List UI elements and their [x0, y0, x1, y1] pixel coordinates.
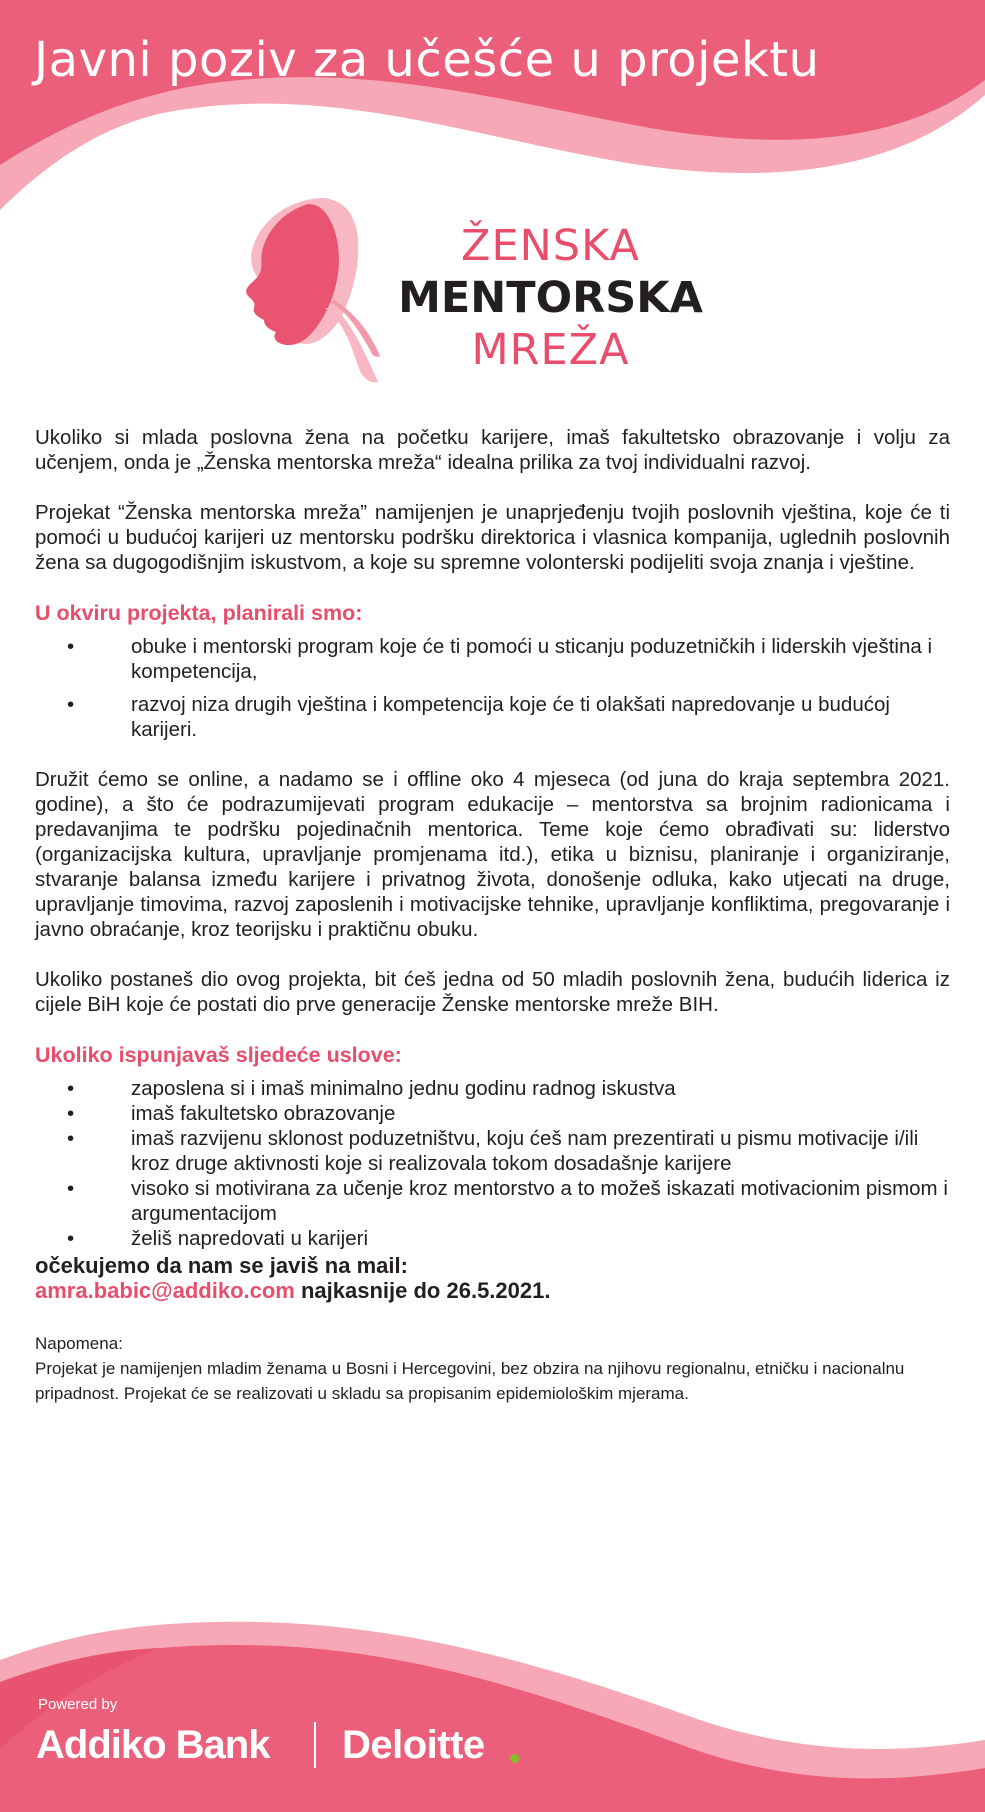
logo-divider — [314, 1722, 316, 1768]
list-item: • obuke i mentorski program koje će ti pomoći u sticanju poduzetničkih i liderskih vještina i kompetencija, — [35, 634, 950, 684]
footer-wave-shape — [0, 1620, 985, 1812]
butterfly-woman-profile-icon — [230, 190, 390, 390]
list-item: • razvoj niza drugih vještina i kompetencija koje će ti olakšati napredovanje u budućoj karijeri. — [35, 692, 950, 742]
logo-line-1: ŽENSKA — [461, 221, 640, 271]
plans-heading: U okviru projekta, planirali smo: — [35, 601, 363, 625]
powered-by-label: Powered by — [38, 1696, 118, 1713]
logo-line-3: MREŽA — [471, 325, 630, 375]
list-item: • zaposlena si i imaš minimalno jednu godinu radnog iskustva — [35, 1076, 950, 1101]
main-content — [35, 425, 950, 1406]
project-logo — [230, 190, 750, 390]
plans-list — [35, 634, 950, 742]
page-title: Javni poziv za učešće u projektu — [34, 32, 820, 88]
conditions-list — [35, 1076, 950, 1251]
logo-line-2: MENTORSKA — [398, 273, 703, 323]
note-text: Projekat je namijenjen mladim ženama u Bosni i Hercegovini, bez obzira na njihovu regionalnu, etničku i nacionalnu pripadnost. Projekat će se realizovati u skladu sa propisanim epidemiološkim mjerama. — [35, 1359, 905, 1403]
list-item: • imaš razvijenu sklonost poduzetništvu, koju ćeš nam prezentirati u pismu motivacije i/ili kroz druge aktivnosti koje si realizovala tokom dosadašnje karijere — [35, 1126, 950, 1176]
addiko-bank-logo: Addiko Bank — [36, 1723, 270, 1767]
list-item: • imaš fakultetsko obrazovanje — [35, 1101, 950, 1126]
logo-wordmark — [378, 220, 723, 376]
contact-block — [35, 1253, 950, 1303]
program-paragraph: Družit ćemo se online, a nadamo se i offline oko 4 mjeseca (od juna do kraja septembra 2021. godine), a što će podrazumijevati program edukacije – mentorstva sa brojnim radionicama i predavanjima te podršku pojedinačnih mentorica. Teme koje ćemo obrađivati su: liderstvo (organizacijska kultura, upravljanje promjenama itd.), etika u biznisu, planiranje i organiziranje, stvaranje balansa između karijere i privatnog života, donošenje odluka, kako utjecati na druge, upravljanje timovima, razvoj zaposlenih i motivacijske tehnike, upravljanje konfliktima, pregovaranje i javno obraćanje, kroz teorijsku i praktičnu obuku. — [35, 768, 950, 941]
intro-paragraph-1: Ukoliko si mlada poslovna žena na početku karijere, imaš fakultetsko obrazovanje i volju za učenjem, onda je „Ženska mentorska mreža“ idealna prilika za tvoj individualni razvoj. — [35, 426, 950, 474]
footer-banner — [0, 1620, 985, 1812]
deloitte-dot-icon — [510, 1754, 519, 1763]
email-link[interactable]: amra.babic@addiko.com — [35, 1278, 295, 1303]
note-block — [35, 1331, 950, 1406]
note-label: Napomena: — [35, 1334, 123, 1353]
deloitte-logo: Deloitte — [342, 1723, 485, 1767]
contact-line — [35, 1278, 950, 1303]
list-item: • visoko si motivirana za učenje kroz mentorstvo a to možeš iskazati motivacionim pismom i argumentacijom — [35, 1176, 950, 1226]
conditions-heading: Ukoliko ispunjavaš sljedeće uslove: — [35, 1043, 402, 1067]
list-item: • želiš napredovati u karijeri — [35, 1226, 950, 1251]
deadline-text: najkasnije do 26.5.2021. — [294, 1278, 551, 1303]
intro-paragraph-2: Projekat “Ženska mentorska mreža” namijenjen je unaprjeđenju tvojih poslovnih vještina, koje će ti pomoći u budućoj karijeri uz mentorsku podršku direktorica i vlasnica kompanija, uglednih poslovnih žena sa dugogodišnjim iskustvom, a koje su spremne volonterski podijeliti svoja znanja i vještine. — [35, 501, 950, 574]
participants-paragraph: Ukoliko postaneš dio ovog projekta, bit ćeš jedna od 50 mladih poslovnih žena, budućih liderica iz cijele BiH koje će postati dio prve generacije Ženske mentorske mreže BIH. — [35, 968, 950, 1016]
contact-prompt: očekujemo da nam se javiš na mail: — [35, 1253, 408, 1278]
